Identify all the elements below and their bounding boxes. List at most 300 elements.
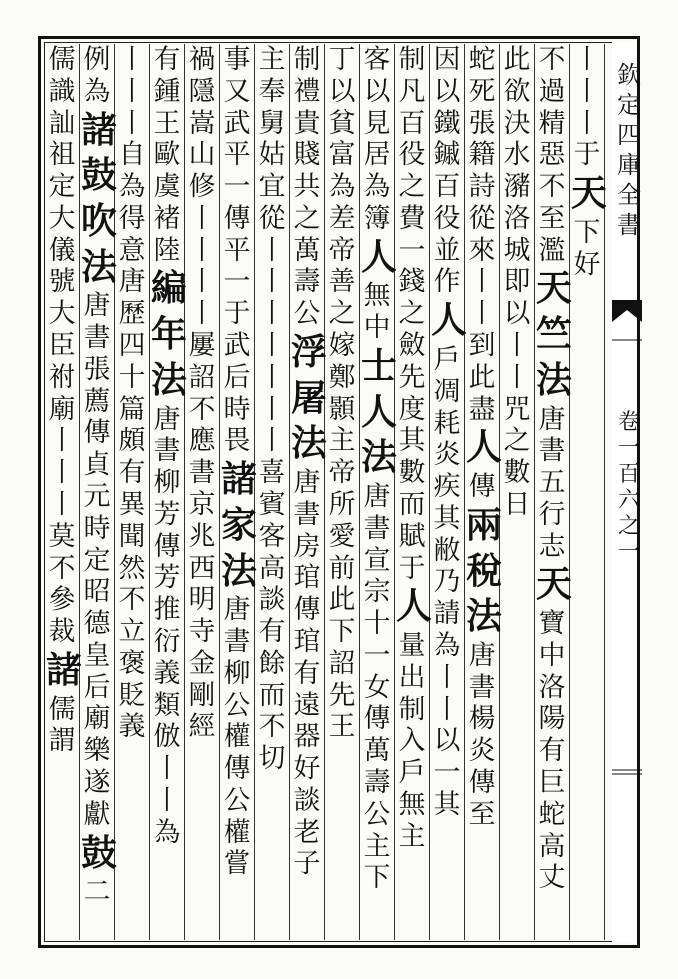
text-char: 制 [398, 693, 426, 725]
text-char: 丨 [48, 488, 76, 520]
text-char: 切 [258, 743, 286, 775]
text-char: 天 [536, 563, 572, 606]
text-char: 遂 [83, 767, 111, 799]
text-column-c3 [499, 44, 535, 940]
text-char: 一 [433, 757, 461, 789]
text-char: 西 [188, 552, 216, 584]
text-char: 丨 [573, 107, 601, 139]
text-char: 費 [398, 202, 426, 234]
text-char: 宗 [363, 576, 391, 608]
text-column-c2 [534, 44, 570, 940]
text-char: 嫁 [328, 330, 356, 362]
text-char: 法 [361, 436, 397, 479]
text-column-c9 [289, 44, 325, 940]
text-char: 之 [503, 425, 531, 457]
text-char: 顥 [328, 393, 356, 425]
text-char: 兩 [466, 503, 502, 546]
text-column-c8 [324, 44, 360, 940]
text-char: 二 [83, 876, 111, 908]
text-char: 凋 [433, 375, 461, 407]
text-char: 一 [398, 234, 426, 266]
text-char: 禍 [188, 44, 216, 75]
text-char: 制 [293, 44, 321, 75]
text-char: 詩 [468, 171, 496, 203]
text-char: 貴 [293, 107, 321, 139]
text-char: 丨 [258, 361, 286, 393]
text-char: 制 [398, 44, 426, 75]
text-char: 義 [153, 657, 181, 689]
text-char: 屠 [291, 376, 327, 419]
text-char: 丨 [188, 298, 216, 330]
text-char: 壽 [363, 767, 391, 799]
text-char: 談 [293, 784, 321, 816]
text-char: 丨 [258, 234, 286, 266]
text-char: 丨 [433, 661, 461, 693]
text-char: 百 [398, 107, 426, 139]
text-char: 役 [398, 139, 426, 171]
text-char: 歷 [118, 298, 146, 330]
text-char: 虞 [153, 171, 181, 203]
text-char: 禮 [293, 75, 321, 107]
text-char: 丨 [118, 44, 146, 75]
text-char: 薦 [83, 385, 111, 417]
text-char: 好 [573, 248, 601, 280]
text-char: 巨 [538, 767, 566, 799]
text-char: 宜 [258, 171, 286, 203]
text-char: 陽 [538, 703, 566, 735]
text-char: 張 [468, 107, 496, 139]
text-char: 家 [221, 503, 257, 546]
juan-label-char: 之 [617, 514, 640, 539]
text-char: 丨 [188, 202, 216, 234]
text-char: 客 [363, 44, 391, 75]
text-char: 出 [398, 661, 426, 693]
text-char: 以 [433, 75, 461, 107]
text-column-c12 [184, 44, 220, 940]
text-char: 儒 [48, 44, 76, 75]
text-char: 器 [293, 721, 321, 753]
book-title-char: 欽 [617, 61, 641, 89]
text-char: 丨 [118, 75, 146, 107]
text-char: 城 [503, 234, 531, 266]
text-char: 主 [363, 830, 391, 862]
text-char: 褒 [118, 647, 146, 679]
text-char: 鼓 [81, 831, 117, 874]
text-char: 唐 [83, 290, 111, 322]
text-char: 有 [538, 735, 566, 767]
text-char: 丨 [258, 298, 286, 330]
text-char: 此 [503, 44, 531, 75]
fishtail-mark-bottom [612, 760, 642, 800]
text-char: 篇 [118, 393, 146, 425]
text-char: 丨 [48, 457, 76, 489]
text-char: 唐 [118, 266, 146, 298]
text-char: 鍾 [153, 75, 181, 107]
text-char: 歐 [153, 139, 181, 171]
text-char: 至 [538, 202, 566, 234]
text-column-c5 [429, 44, 465, 940]
book-title-char: 書 [617, 211, 641, 239]
text-char: 寶 [538, 608, 566, 640]
text-char: 人 [431, 299, 467, 342]
text-char: 稅 [466, 549, 502, 592]
text-column-c4 [464, 44, 500, 940]
text-char: 昭 [83, 576, 111, 608]
text-char: 傳 [293, 594, 321, 626]
text-char: 餘 [258, 647, 286, 679]
text-char: 蛇 [468, 44, 496, 75]
text-char: 法 [81, 245, 117, 288]
text-char: 德 [83, 608, 111, 640]
text-char: 法 [151, 358, 187, 401]
text-column-c7 [359, 44, 395, 940]
text-char: 剛 [188, 679, 216, 711]
text-char: 公 [223, 784, 251, 816]
text-char: 書 [188, 457, 216, 489]
text-char: 居 [363, 139, 391, 171]
text-char: 嵩 [188, 107, 216, 139]
text-char: 丨 [153, 753, 181, 785]
text-char: 籍 [468, 139, 496, 171]
text-char: 之 [398, 171, 426, 203]
text-char: 楊 [468, 703, 496, 735]
text-char: 喜 [258, 457, 286, 489]
text-char: 敝 [433, 534, 461, 566]
text-column-c11 [219, 44, 255, 940]
text-char: 義 [118, 711, 146, 743]
text-char: 萬 [293, 234, 321, 266]
text-char: 傳 [153, 530, 181, 562]
text-char: 四 [118, 330, 146, 362]
text-char: 下 [328, 616, 356, 648]
text-char: 丨 [258, 425, 286, 457]
text-char: 書 [538, 435, 566, 467]
text-char: 天 [571, 172, 607, 215]
text-char: 役 [433, 202, 461, 234]
text-char: 京 [188, 488, 216, 520]
text-char: 為 [153, 816, 181, 848]
text-char: 而 [398, 488, 426, 520]
text-char: 不 [118, 584, 146, 616]
text-char: 而 [258, 679, 286, 711]
text-char: 書 [223, 626, 251, 657]
text-char: 法 [536, 358, 572, 401]
text-char: 貶 [118, 679, 146, 711]
text-char: 屢 [188, 330, 216, 362]
text-char: 水 [503, 139, 531, 171]
text-char: 耗 [433, 407, 461, 439]
text-char: 丨 [48, 425, 76, 457]
text-char: 儀 [48, 234, 76, 266]
text-char: 好 [293, 753, 321, 785]
text-char: 富 [328, 139, 356, 171]
text-char: 客 [258, 520, 286, 552]
text-char: 隱 [188, 75, 216, 107]
text-char: 浮 [291, 331, 327, 374]
text-char: 傳 [468, 767, 496, 799]
text-char: 芳 [153, 498, 181, 530]
text-char: 書 [363, 512, 391, 544]
text-char: 咒 [503, 393, 531, 425]
text-char: 丨 [468, 266, 496, 298]
text-char: 后 [83, 671, 111, 703]
text-char: 中 [363, 312, 391, 344]
text-char: 主 [398, 820, 426, 852]
text-char: 以 [363, 75, 391, 107]
text-char: 到 [468, 330, 496, 362]
text-char: 大 [48, 298, 76, 330]
text-char: 詔 [188, 361, 216, 393]
text-char: 廟 [83, 703, 111, 735]
text-char: 頗 [118, 425, 146, 457]
text-char: 不 [188, 393, 216, 425]
text-char: 于 [573, 139, 601, 171]
text-char: 丨 [188, 266, 216, 298]
text-column-c15 [79, 44, 115, 940]
text-char: 丨 [433, 693, 461, 725]
text-char: 女 [363, 671, 391, 703]
text-char: 類 [153, 689, 181, 721]
text-char: 唐 [293, 467, 321, 499]
book-title-char: 全 [617, 181, 641, 209]
text-char: 房 [293, 530, 321, 562]
text-char: 芳 [153, 562, 181, 594]
text-char: 唐 [363, 481, 391, 512]
text-char: 山 [188, 139, 216, 171]
text-char: 愛 [328, 520, 356, 552]
text-char: 人 [466, 426, 502, 469]
text-char: 子 [293, 848, 321, 880]
text-char: 賤 [293, 139, 321, 171]
text-char: 平 [223, 234, 251, 266]
text-char: 推 [153, 594, 181, 626]
text-char: 王 [328, 711, 356, 743]
text-char: 訕 [48, 107, 76, 139]
text-char: 年 [151, 313, 187, 356]
text-char: 從 [258, 202, 286, 234]
text-char: 見 [363, 107, 391, 139]
text-char: 數 [398, 457, 426, 489]
text-char: 帝 [328, 234, 356, 266]
text-column-c16 [44, 44, 80, 940]
text-char: 權 [223, 816, 251, 848]
text-char: 錢 [398, 266, 426, 298]
text-char: 丨 [573, 44, 601, 75]
text-char: 乃 [433, 566, 461, 598]
text-char: 于 [398, 552, 426, 584]
text-char: 一 [363, 639, 391, 671]
text-char: 武 [223, 107, 251, 139]
text-char: 壽 [293, 266, 321, 298]
text-char: 經 [188, 711, 216, 743]
text-char: 丨 [153, 784, 181, 816]
text-char: 然 [118, 552, 146, 584]
text-char: 老 [293, 816, 321, 848]
text-char: 鄭 [328, 361, 356, 393]
text-char: 蛇 [538, 798, 566, 830]
text-char: 無 [398, 788, 426, 820]
text-char: 鐵 [433, 107, 461, 139]
text-char: 為 [433, 629, 461, 661]
text-char: 有 [153, 44, 181, 75]
text-char: 下 [363, 862, 391, 894]
text-char: 編 [151, 267, 187, 310]
text-char: 之 [328, 298, 356, 330]
text-char: 臣 [48, 330, 76, 362]
juan-label-column [614, 410, 644, 590]
text-char: 號 [48, 266, 76, 298]
text-char: 識 [48, 75, 76, 107]
text-column-c1 [569, 44, 605, 940]
text-char: 時 [83, 512, 111, 544]
text-char: 為 [118, 171, 146, 203]
text-char: 廟 [48, 393, 76, 425]
text-char: 裁 [48, 616, 76, 648]
text-char: 丨 [468, 298, 496, 330]
text-char: 王 [153, 107, 181, 139]
text-char: 鏚 [433, 139, 461, 171]
text-char: 寺 [188, 616, 216, 648]
text-char: 過 [538, 75, 566, 107]
text-char: 疾 [433, 471, 461, 503]
text-char: 柳 [153, 467, 181, 499]
text-char: 簿 [363, 202, 391, 234]
text-char: 不 [48, 552, 76, 584]
text-char: 之 [293, 202, 321, 234]
text-char: 高 [538, 830, 566, 862]
text-char: 參 [48, 584, 76, 616]
text-char: 炎 [468, 735, 496, 767]
text-char: 善 [328, 266, 356, 298]
text-char: 即 [503, 266, 531, 298]
text-char: 之 [398, 298, 426, 330]
text-char: 琯 [293, 562, 321, 594]
text-char: 唐 [538, 403, 566, 435]
text-char: 戶 [433, 343, 461, 375]
text-char: 兆 [188, 520, 216, 552]
text-char: 異 [118, 488, 146, 520]
text-char: 主 [328, 425, 356, 457]
text-char: 法 [466, 595, 502, 638]
text-char: 應 [188, 425, 216, 457]
text-char: 貞 [83, 449, 111, 481]
book-title-char: 庫 [617, 151, 641, 179]
text-char: 有 [258, 616, 286, 648]
text-char: 量 [398, 629, 426, 661]
text-char: 舅 [258, 107, 286, 139]
text-char: 貧 [328, 107, 356, 139]
text-char: 柳 [223, 657, 251, 689]
text-char: 此 [328, 584, 356, 616]
text-char: 士 [361, 344, 397, 387]
text-char: 張 [83, 353, 111, 385]
text-char: 聞 [118, 520, 146, 552]
text-char: 其 [433, 502, 461, 534]
text-char: 以 [503, 298, 531, 330]
text-char: 先 [328, 679, 356, 711]
text-char: 遠 [293, 689, 321, 721]
text-char: 請 [433, 598, 461, 630]
text-char: 其 [398, 425, 426, 457]
text-char: 武 [223, 330, 251, 362]
text-char: 丨 [258, 266, 286, 298]
text-char: 凡 [398, 75, 426, 107]
text-char: 權 [223, 721, 251, 753]
text-char: 奉 [258, 75, 286, 107]
book-title-char: 定 [617, 91, 641, 119]
text-char: 元 [83, 481, 111, 512]
text-char: 儒 [48, 693, 76, 725]
text-char: 為 [328, 171, 356, 203]
text-char: 不 [258, 711, 286, 743]
text-char: 賦 [398, 520, 426, 552]
text-char: 傳 [223, 202, 251, 234]
text-char: 一 [223, 266, 251, 298]
text-char: 濫 [538, 234, 566, 266]
text-char: 嘗 [223, 848, 251, 880]
text-char: 斂 [398, 330, 426, 362]
text-column-c13 [149, 44, 185, 940]
text-char: 時 [223, 393, 251, 425]
text-char: 丨 [573, 75, 601, 107]
text-char: 祔 [48, 361, 76, 393]
text-char: 洛 [538, 671, 566, 703]
text-char: 丨 [118, 107, 146, 139]
text-char: 褚 [153, 202, 181, 234]
text-column-c10 [254, 44, 290, 940]
text-char: 法 [221, 549, 257, 592]
text-char: 天 [536, 267, 572, 310]
text-char: 詔 [328, 647, 356, 679]
juan-label-char: 卷 [617, 410, 640, 435]
text-char: 先 [398, 361, 426, 393]
text-char: 有 [293, 657, 321, 689]
text-char: 作 [433, 266, 461, 298]
text-char: 其 [433, 788, 461, 820]
text-char: 盡 [468, 393, 496, 425]
text-char: 金 [188, 647, 216, 679]
text-char: 丨 [258, 330, 286, 362]
juan-label-char: 一 [617, 540, 640, 565]
text-char: 不 [538, 171, 566, 203]
text-char: 所 [328, 488, 356, 520]
text-char: 莫 [48, 520, 76, 552]
text-char: 差 [328, 202, 356, 234]
text-char: 決 [503, 107, 531, 139]
text-char: 畏 [223, 425, 251, 457]
text-char: 于 [223, 298, 251, 330]
text-char: 書 [468, 671, 496, 703]
text-char: 下 [573, 216, 601, 248]
text-char: 此 [468, 361, 496, 393]
fishtail-mark-top [612, 300, 642, 380]
text-char: 樂 [83, 735, 111, 767]
text-char: 書 [153, 435, 181, 467]
text-char: 至 [468, 798, 496, 830]
text-char: 高 [258, 552, 286, 584]
text-char: 諸 [46, 648, 82, 691]
text-char: 法 [291, 422, 327, 465]
text-char: 戶 [398, 757, 426, 789]
text-char: 丨 [188, 234, 216, 266]
text-char: 謂 [48, 725, 76, 757]
text-char: 立 [118, 616, 146, 648]
text-char: 皇 [83, 639, 111, 671]
text-char: 十 [363, 608, 391, 640]
text-char: 傳 [223, 753, 251, 785]
text-char: 一 [223, 171, 251, 203]
text-char: 主 [258, 44, 286, 75]
